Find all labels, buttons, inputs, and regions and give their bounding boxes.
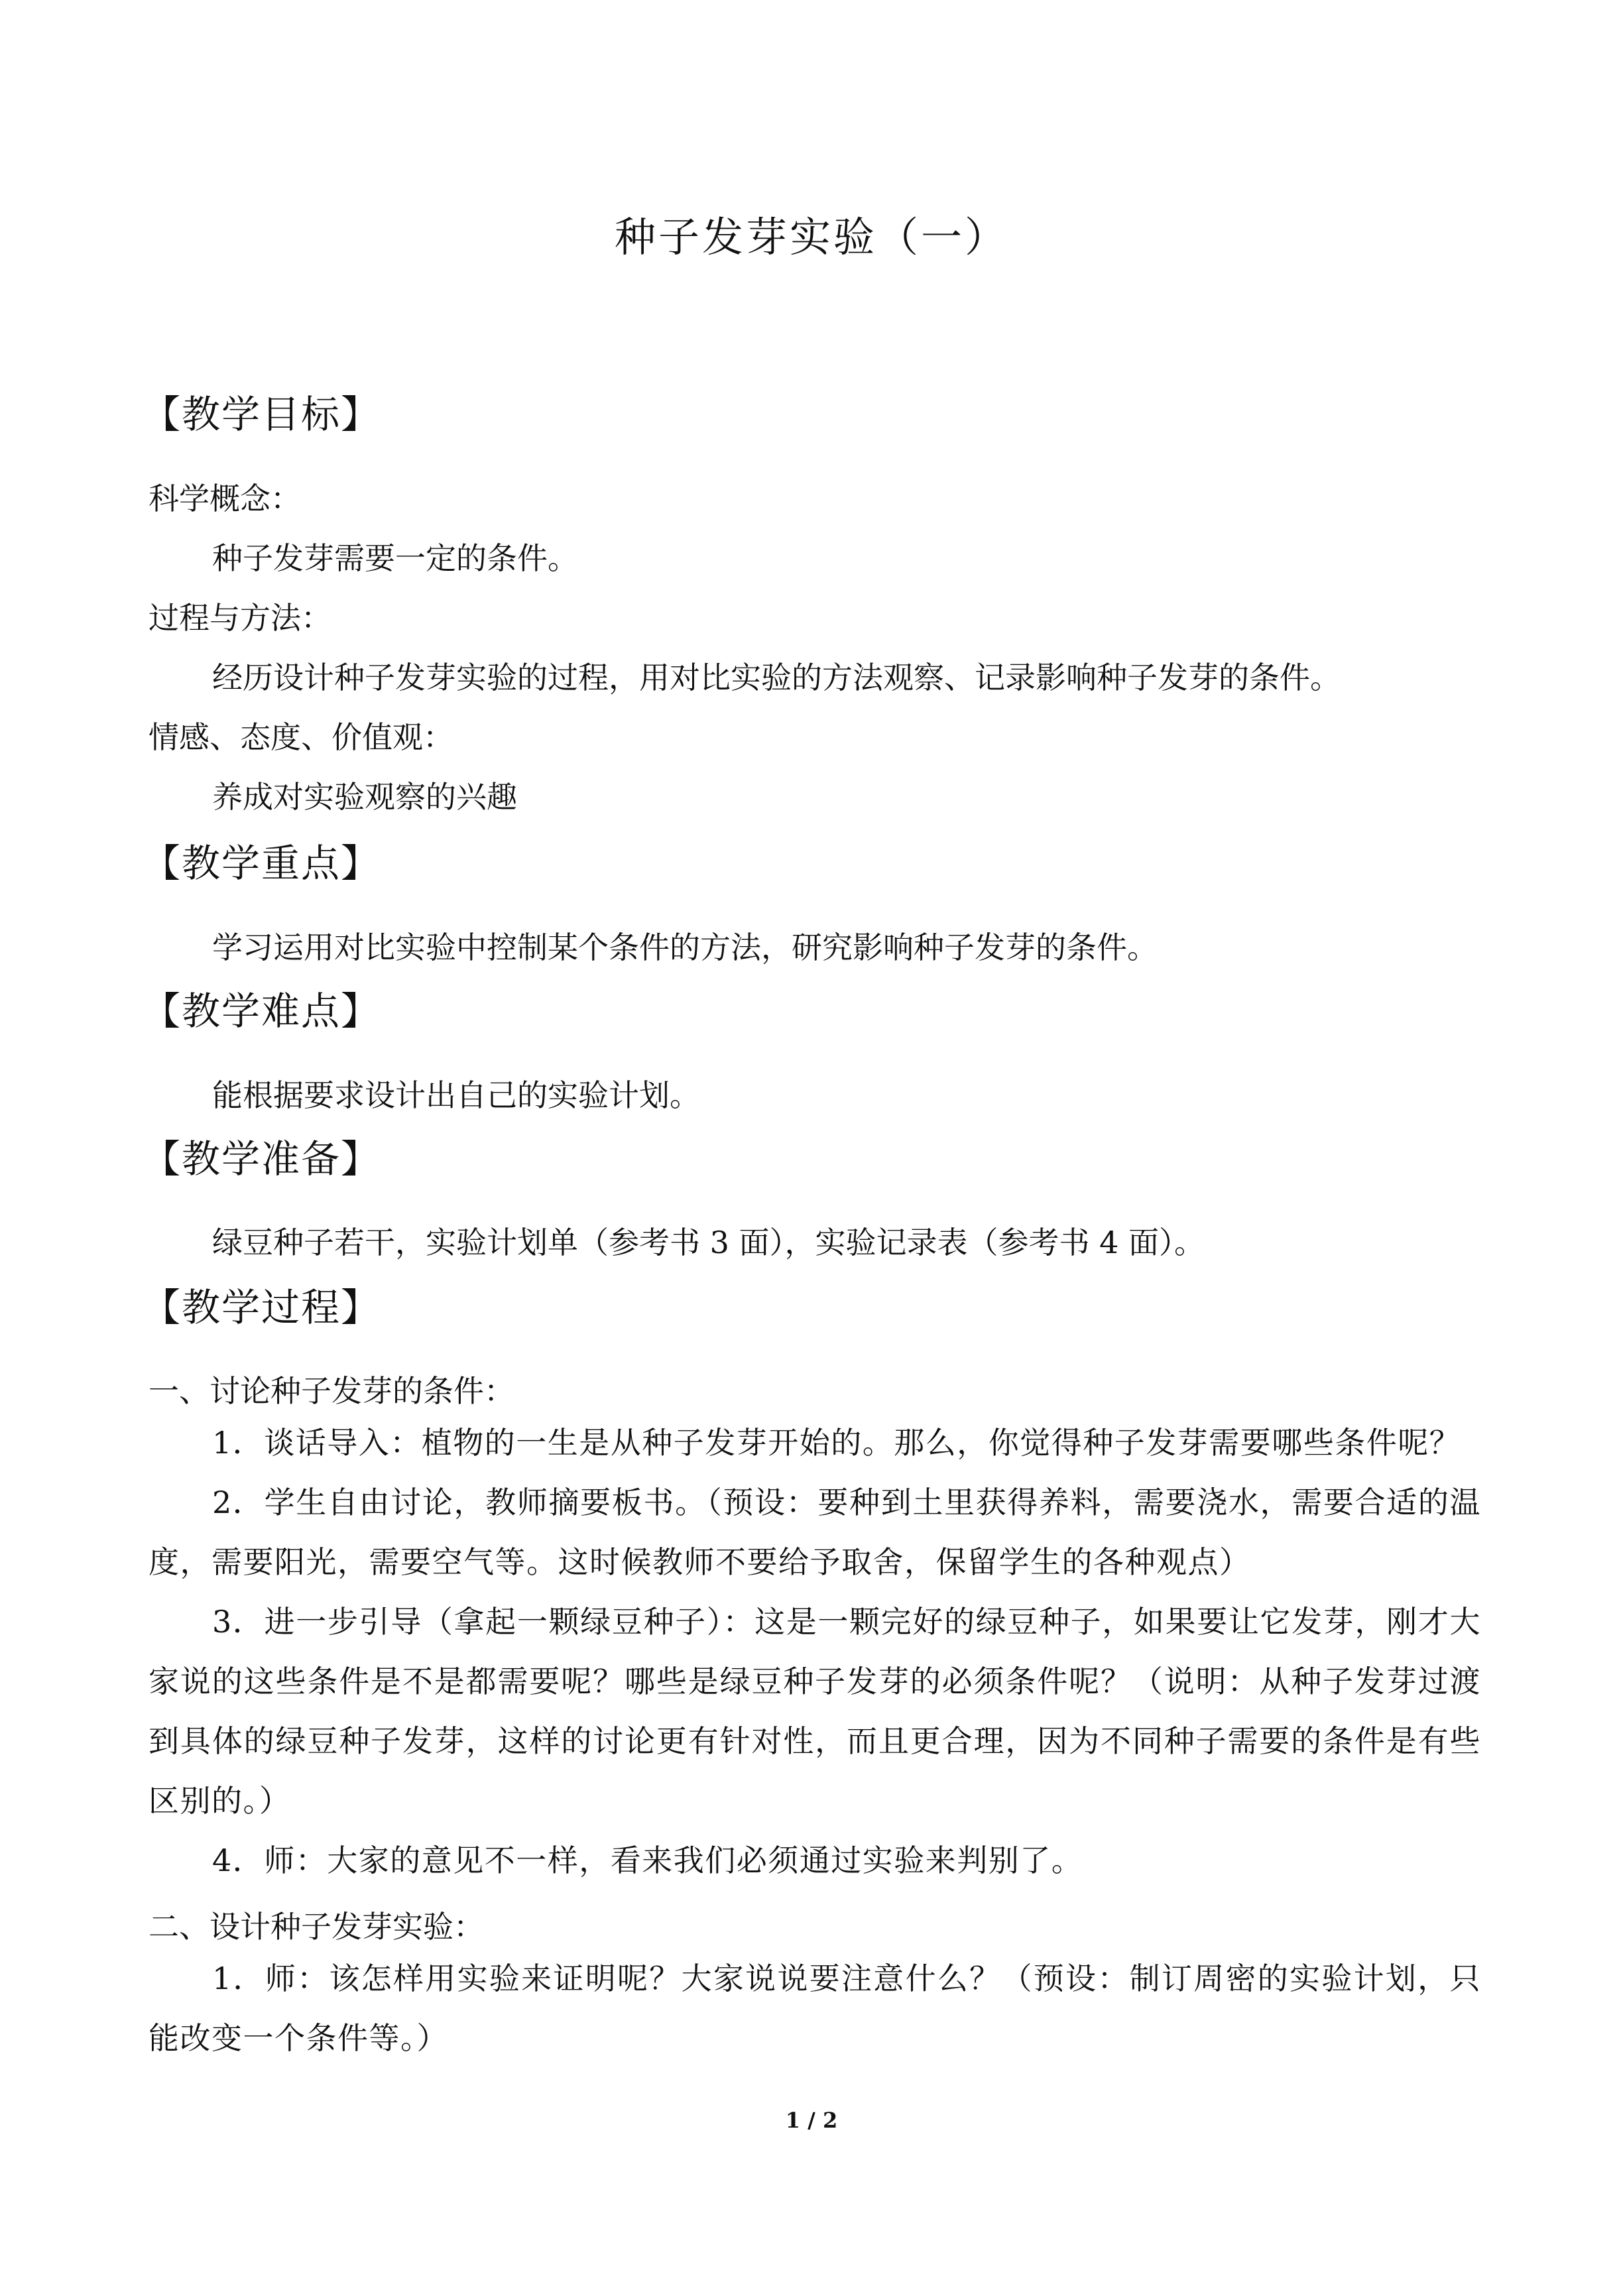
key-point-heading: 【教学重点】 (142, 841, 381, 886)
objectives-heading: 【教学目标】 (142, 392, 381, 437)
page-number: 1 / 2 (785, 2108, 838, 2133)
process-method-text: 经历设计种子发芽实验的过程，用对比实验的方法观察、记录影响种子发芽的条件。 (212, 660, 1341, 695)
attitude-values-text: 养成对实验观察的兴趣 (212, 779, 517, 815)
process-step-1: 1．谈话导入：植物的一生是从种子发芽开始的。那么，你觉得种子发芽需要哪些条件呢？ (212, 1425, 1461, 1461)
process-step-5: 1．师：该怎样用实验来证明呢？大家说说要注意什么？（预设：制订周密的实验计划，只能改变一个条件等。） (149, 1961, 1481, 2056)
process-step-2: 2．学生自由讨论，教师摘要板书。（预设：要种到土里获得养料，需要浇水，需要合适的温度，需要阳光，需要空气等。这时候教师不要给予取舍，保留学生的各种观点） (149, 1484, 1481, 1580)
attitude-values-label: 情感、态度、价值观： (149, 719, 453, 755)
preparation-text: 绿豆种子若干，实验计划单（参考书 3 面），实验记录表（参考书 4 面）。 (212, 1225, 1205, 1260)
difficulty-text: 能根据要求设计出自己的实验计划。 (212, 1077, 700, 1113)
key-point-text: 学习运用对比实验中控制某个条件的方法，研究影响种子发芽的条件。 (212, 930, 1158, 965)
difficulty-heading: 【教学难点】 (142, 989, 381, 1034)
process-method-label: 过程与方法： (149, 600, 331, 636)
science-concept-label: 科学概念： (149, 481, 301, 516)
process-part2-title: 二、设计种子发芽实验： (149, 1909, 484, 1945)
process-step-3: 3．进一步引导（拿起一颗绿豆种子）：这是一颗完好的绿豆种子，如果要让它发芽，刚才大家说的这些条件是不是都需要呢？哪些是绿豆种子发芽的必须条件呢？（说明：从种子发芽过渡到具体的绿豆种子发芽，这样的讨论更有针对性，而且更合理，因为不同种子需要的条件是有些区别的。） (149, 1604, 1481, 1819)
process-part1-title: 一、讨论种子发芽的条件： (149, 1373, 514, 1409)
document-title: 种子发芽实验（一） (614, 213, 1008, 261)
science-concept-text: 种子发芽需要一定的条件。 (212, 540, 578, 576)
process-step-4: 4．师：大家的意见不一样，看来我们必须通过实验来判别了。 (212, 1843, 1083, 1878)
process-heading: 【教学过程】 (142, 1285, 381, 1330)
preparation-heading: 【教学准备】 (142, 1136, 381, 1181)
